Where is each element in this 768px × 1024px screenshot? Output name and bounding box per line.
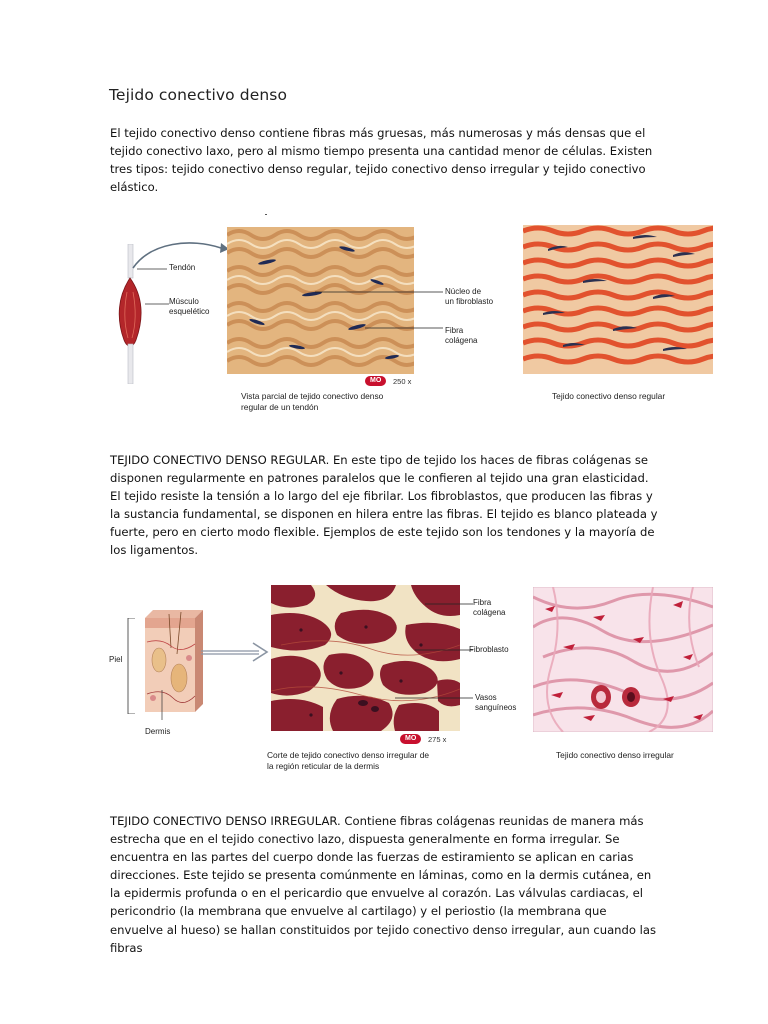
arrow-icon [201, 640, 271, 662]
stray-mark [265, 214, 267, 215]
leader-line [160, 690, 164, 720]
label-muscle-line2: esquelético [169, 307, 210, 316]
magnification: 275 x [428, 735, 447, 744]
label-fiber-line2: colágena [445, 336, 478, 345]
regular-paragraph: TEJIDO CONECTIVO DENSO REGULAR. En este tipo de tejido los haces de fibras colágenas se disponen regularmente en patrones paralelos que le confieren al tejido una gran elasticidad. El tejido resiste la tensión a lo largo del eje fibrilar. Los fibroblastos, que producen las fibras y la sustancia fundamental, se disponen en hilera entre las fibras. El tejido es blanco plateada y fuerte, pero en cierto modo flexible. Ejemplos de este tejido son los tendones y la mayoría de los ligamentos. [110, 453, 658, 558]
caption-left-line1: Corte de tejido conectivo denso irregular de [267, 750, 430, 760]
illustration-irregular-tissue [533, 587, 713, 732]
skin-block-illustration [141, 608, 207, 720]
intro-paragraph: El tejido conectivo denso contiene fibras más gruesas, más numerosas y más densas que el tejido conectivo laxo, pero al mismo tiempo presenta una cantidad menor de células. Existen tres tipos: tejido conectivo denso regular, tejido conectivo denso irregular y tejido conectivo elástico. [110, 126, 653, 195]
caption-right: Tejido conectivo denso regular [552, 391, 666, 401]
label-fibroblast: Fibroblasto [469, 645, 509, 654]
caption-left-line2: regular de un tendón [241, 402, 319, 412]
label-nucleus-line1: Núcleo de [445, 287, 482, 296]
label-tendon: Tendón [169, 263, 196, 272]
mo-badge: MO [400, 734, 421, 744]
label-vessels-line2: sanguíneos [475, 703, 517, 712]
leader-line [137, 267, 167, 271]
label-skin: Piel [109, 655, 123, 664]
leader-line [145, 302, 169, 306]
irregular-paragraph: TEJIDO CONECTIVO DENSO IRREGULAR. Contiene fibras colágenas reunidas de manera más estrecha que en el tejido conectivo lazo, dispuesta generalmente en forma irregular. Se encuentra en las partes del cuerpo donde las fuerzas de estiramiento se aplican en carias direcciones. Este tejido se presenta comúnmente en láminas, como en la dermis cutánea, en la epidermis profunda o en el pericardio que envuelve al corazón. Las válvulas cardiacas, el pericondrio (la membrana que envuelve al cartilago) y el periostio (la membrana que envuelve al hueso) se hallan constituidos por tejido conectivo denso irregular, aun cuando las fibras [110, 814, 657, 955]
leader-lines [315, 286, 445, 336]
illustration-regular-tissue [523, 225, 713, 374]
skin-bracket [123, 618, 137, 714]
mo-badge: MO [365, 376, 386, 386]
label-vessels-line1: Vasos [475, 693, 497, 702]
leader-lines [395, 600, 475, 710]
magnification: 250 x [393, 377, 412, 386]
caption-left-line1: Vista parcial de tejido conectivo denso [241, 391, 384, 401]
label-fiber-line1: Fibra [445, 326, 464, 335]
label-fiber-line1: Fibra [473, 598, 492, 607]
caption-left-line2: la región reticular de la dermis [267, 761, 380, 771]
figure-dense-regular [115, 220, 720, 420]
label-nucleus-line2: un fibroblasto [445, 297, 494, 306]
label-muscle-line1: Músculo [169, 297, 199, 306]
page-title: Tejido conectivo denso [109, 86, 288, 104]
caption-right: Tejido conectivo denso irregular [556, 750, 674, 760]
label-dermis: Dermis [145, 727, 171, 736]
label-fiber-line2: colágena [473, 608, 506, 617]
figure-dense-irregular [105, 582, 720, 782]
